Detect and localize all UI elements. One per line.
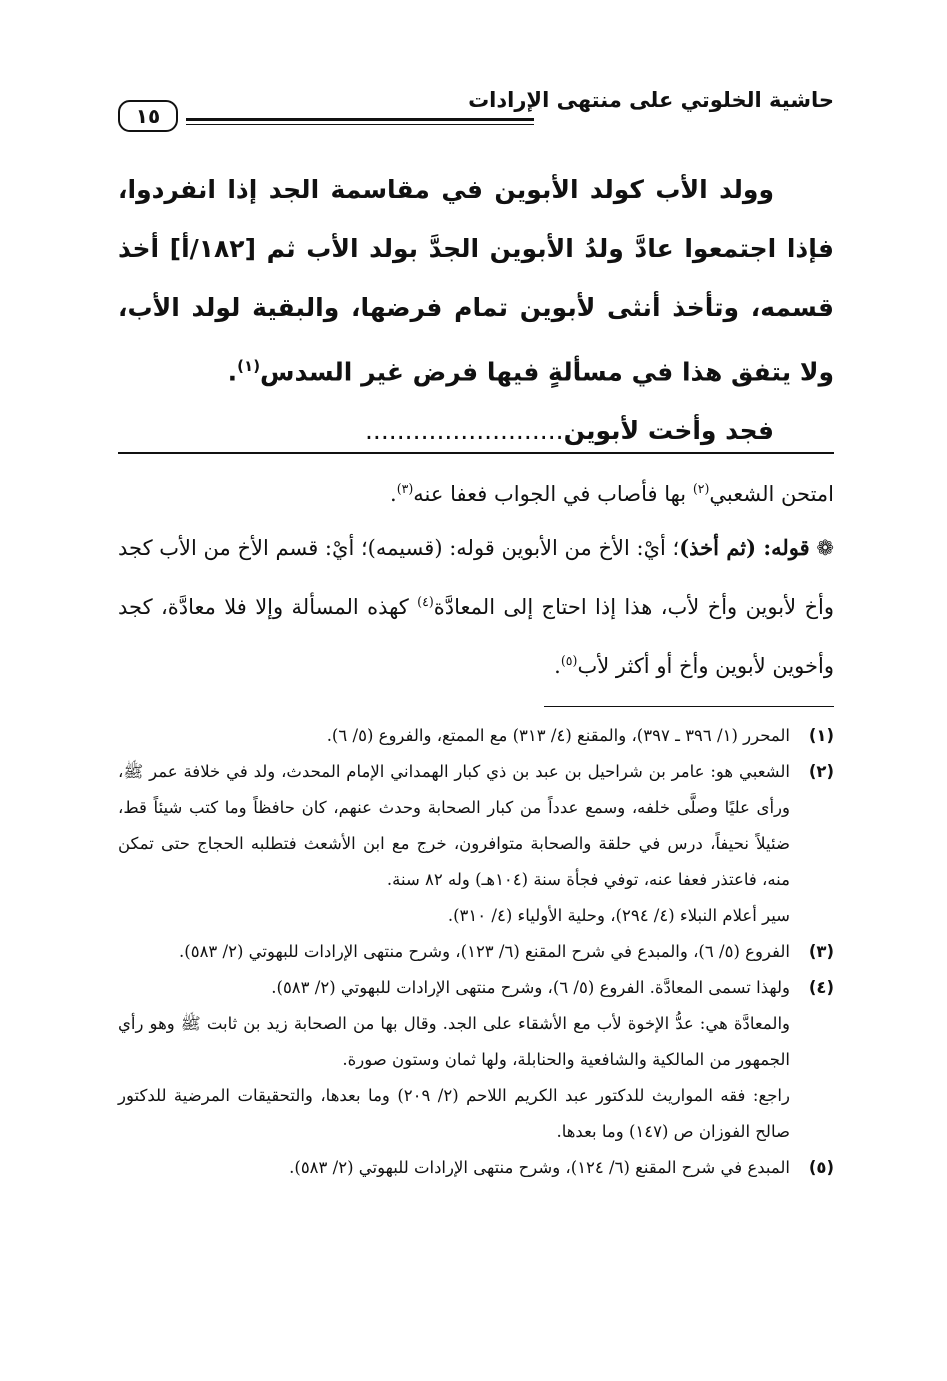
page-header xyxy=(118,82,834,138)
commentary-text: بها فأصاب في الجواب فعفا عنه xyxy=(413,482,693,506)
lemma: قوله: (ثم أخذ) xyxy=(679,535,810,560)
footnote-number: (٣) xyxy=(808,942,834,961)
footnote-ref: (٢) xyxy=(692,481,710,496)
footnote-ref: (٥) xyxy=(560,653,578,668)
commentary-text: كهذه المسألة وإلا فلا معادَّة، كجد وأخوين لأبوين وأخ أو أكثر لأب xyxy=(118,595,834,678)
text-commentary-divider xyxy=(118,452,834,454)
footnotes xyxy=(118,718,834,1186)
footnote-line: راجع: فقه المواريث للدكتور عبد الكريم اللاحم (٢/ ٢٠٩) وما بعدها، والتحقيقات المرضية للدكتور صالح الفوزان ص (١٤٧) وما بعدها. xyxy=(118,1086,790,1141)
commentary-text: امتحن الشعبي xyxy=(709,482,834,506)
commentary-paragraph-2 xyxy=(118,521,834,693)
main-text xyxy=(118,160,834,460)
footnote-1 xyxy=(118,718,834,754)
footnote-line: الفروع (٥/ ٦)، والمبدع في شرح المقنع (٦/ ١٢٣)، وشرح منتهى الإرادات للبهوتي (٢/ ٥٨٣). xyxy=(179,942,790,961)
commentary-text: ؛ أيْ: الأخ من الأبوين قوله: (قسيمه)؛ أيْ: قسم الأخ من الأب كجد وأخ لأبوين وأخ لأب، هذا إذا احتاج إلى المعادَّة xyxy=(118,536,834,619)
footnote-line: المبدع في شرح المقنع (٦/ ١٢٤)، وشرح منتهى الإرادات للبهوتي (٢/ ٥٨٣). xyxy=(289,1158,790,1177)
footnote-line: ولهذا تسمى المعادَّة. الفروع (٥/ ٦)، وشرح منتهى الإرادات للبهوتي (٢/ ٥٨٣). xyxy=(271,978,790,997)
flower-bullet-icon: ❁ xyxy=(816,536,834,560)
commentary xyxy=(118,462,834,693)
footnote-number: (٢) xyxy=(808,762,834,781)
main-paragraph xyxy=(118,160,834,401)
footnote-number: (١) xyxy=(808,726,834,745)
footnote-line: والمعادَّة هي: عدُّ الإخوة لأب مع الأشقاء على الجد. وقال بها من الصحابة زيد بن ثابت ﷺ وهو رأي الجمهور من المالكية والشافعية والحنابلة، ولها ثمان وستون صورة. xyxy=(118,1014,790,1069)
footnote-number: (٥) xyxy=(808,1158,834,1177)
commentary-paragraph-1 xyxy=(118,462,834,521)
header-rule xyxy=(186,118,534,125)
footnote-line: الشعبي هو: عامر بن شراحيل بن عبد بن ذي كبار الهمداني الإمام المحدث، ولد في خلافة عمر ﷺ، ورأى عليًا وصلَّى خلفه، وسمع عدداً من كبار الصحابة وحدث عنهم، كان حافظاً وما كتب شيئاً قط، ضئيلاً نحيفاً، درس في حلقة والصحابة متوافرون، خرج مع ابن الأشعث فتطلبه الحجاج حتى تمكن منه، فاعتذر فعفا عنه، توفي فجأة سنة (١٠٤هـ) وله ٨٢ سنة. xyxy=(118,762,790,889)
footnote-ref: (٤) xyxy=(417,594,434,609)
footnote-line: المحرر (١/ ٣٩٦ ـ ٣٩٧)، والمقنع (٤/ ٣١٣) مع الممتع، والفروع (٥/ ٦). xyxy=(326,726,790,745)
main-paragraph-text: وولد الأب كولد الأبوين في مقاسمة الجد إذا انفردوا، فإذا اجتمعوا عادَّ ولدُ الأبوين الجدَّ بولد الأب ثم [١٨٢/أ] أخذ قسمه، وتأخذ أنثى لأبوين تمام فرضها، والبقية لولد الأب، ولا يتفق هذا في مسألةٍ فيها فرض غير السدس xyxy=(118,175,835,387)
leader-dots: ......................... xyxy=(364,416,564,446)
footnote-ref: (٣) xyxy=(396,481,414,496)
running-title: حاشية الخلوتي على منتهى الإرادات xyxy=(468,88,834,112)
footnote-2 xyxy=(118,754,834,934)
footnote-3 xyxy=(118,934,834,970)
footnote-line: سير أعلام النبلاء (٤/ ٢٩٤)، وحلية الأولياء (٤/ ٣١٠). xyxy=(447,906,790,925)
commentary-text: . xyxy=(554,654,561,678)
footnote-4 xyxy=(118,970,834,1150)
main-line-2-text: فجد وأخت لأبوين xyxy=(563,416,774,446)
footnote-separator xyxy=(544,706,834,707)
footnote-number: (٤) xyxy=(808,978,834,997)
page-number: ١٥ xyxy=(118,100,178,132)
footnote-5 xyxy=(118,1150,834,1186)
commentary-text: . xyxy=(390,482,397,506)
main-paragraph-end: . xyxy=(227,357,238,387)
footnote-ref: (١) xyxy=(237,357,261,375)
